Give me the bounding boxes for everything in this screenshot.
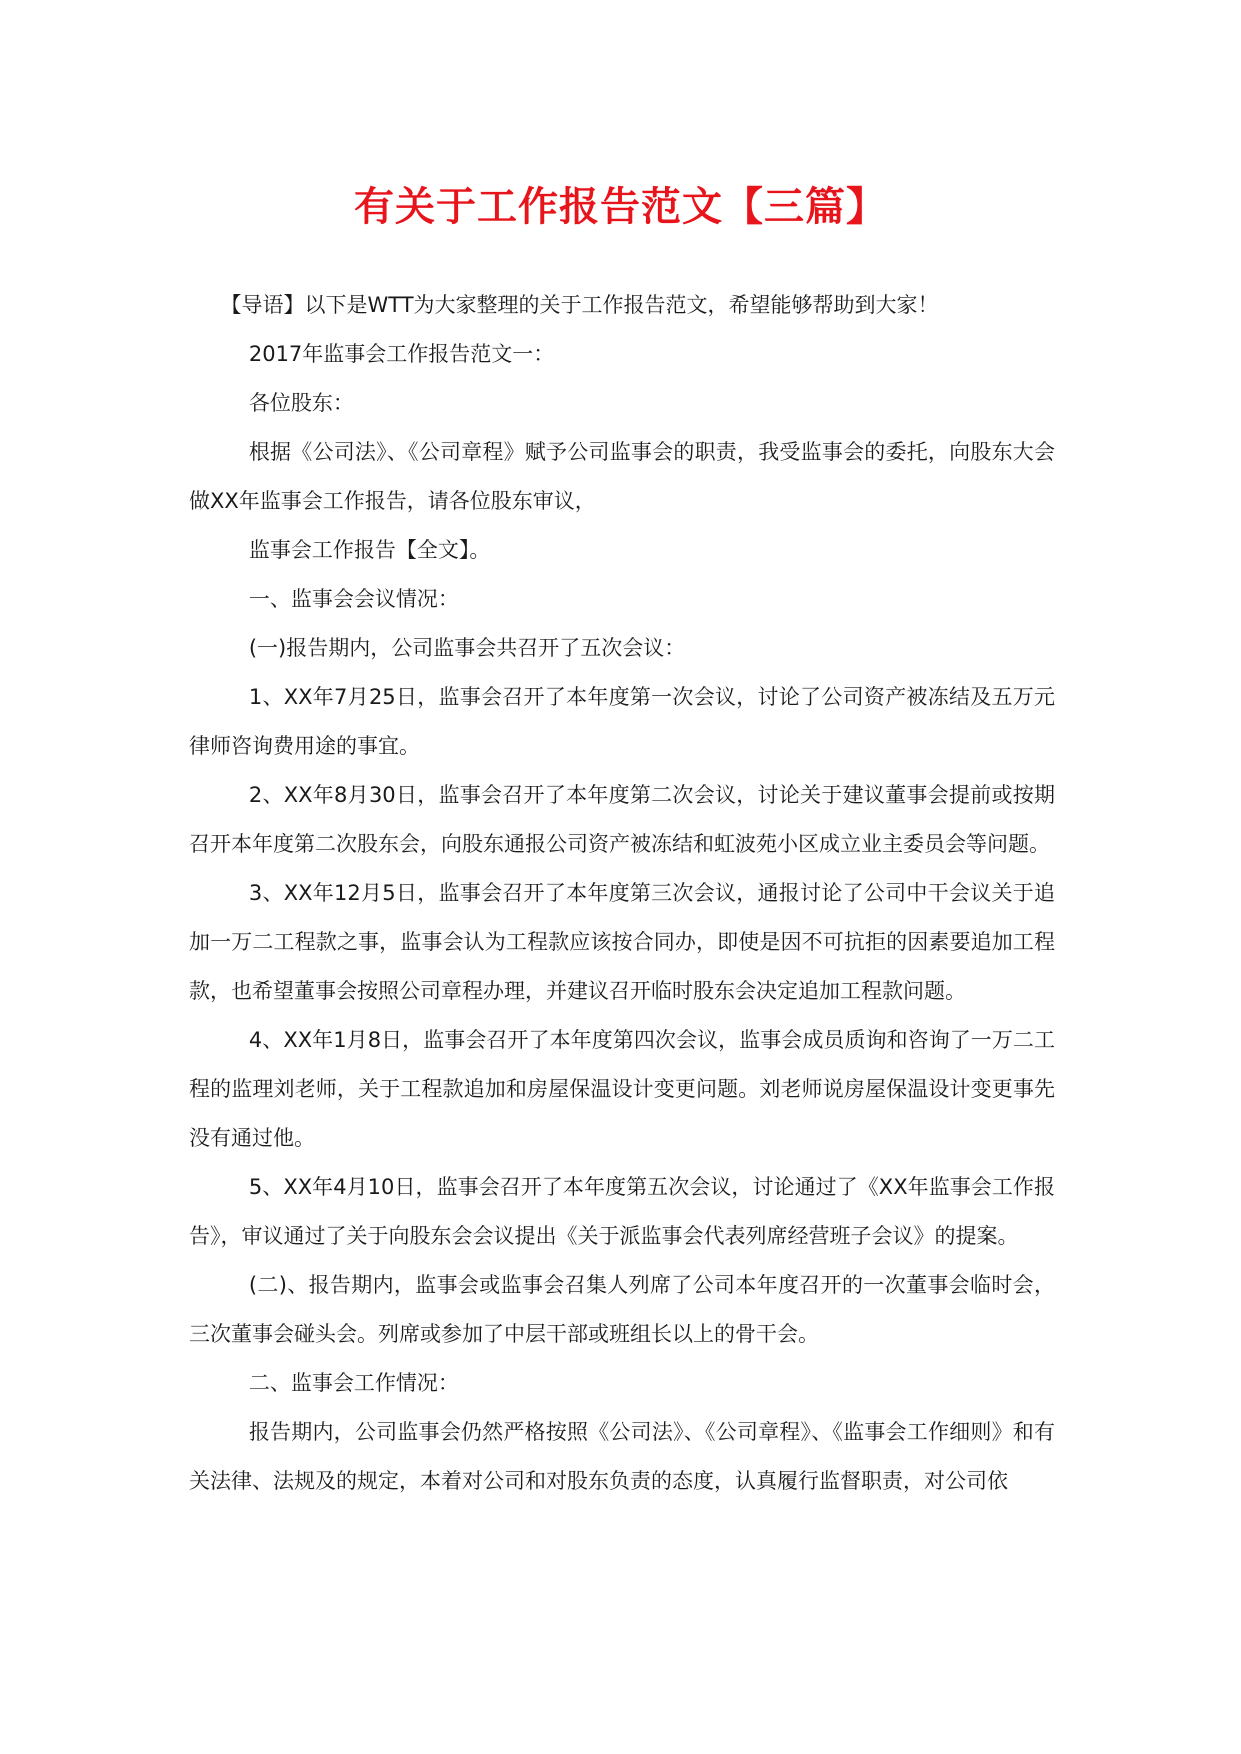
subsection-heading: 一、监事会会议情况： — [248, 587, 459, 611]
body-paragraph: (一)报告期内，公司监事会共召开了五次会议： — [248, 636, 686, 660]
meeting-item: 1、XX年7月25日，监事会召开了本年度第一次会议，讨论了公司资产被冻结及五万元律师咨询费用途的事宜。 — [189, 685, 1055, 758]
meeting-item: 5、XX年4月10日，监事会召开了本年度第五次会议，讨论通过了《XX年监事会工作报告》，审议通过了关于向股东会会议提出《关于派监事会代表列席经营班子会议》的提案。 — [189, 1175, 1055, 1248]
salutation: 各位股东： — [248, 391, 354, 415]
document-body — [189, 281, 1055, 1506]
body-paragraph: (二)、报告期内，监事会或监事会召集人列席了公司本年度召开的一次董事会临时会，三次董事会碰头会。列席或参加了中层干部或班组长以上的骨干会。 — [189, 1273, 1055, 1346]
subsection-heading: 二、监事会工作情况： — [248, 1371, 459, 1395]
body-paragraph: 报告期内，公司监事会仍然严格按照《公司法》、《公司章程》、《监事会工作细则》和有关法律、法规及的规定，本着对公司和对股东负责的态度，认真履行监督职责，对公司依 — [189, 1420, 1055, 1493]
intro-paragraph: 【导语】以下是WTT为大家整理的关于工作报告范文，希望能够帮助到大家！ — [220, 293, 939, 317]
body-paragraph: 根据《公司法》、《公司章程》赋予公司监事会的职责，我受监事会的委托，向股东大会做XX年监事会工作报告，请各位股东审议， — [189, 440, 1055, 513]
document-title: 有关于工作报告范文【三篇】 — [354, 182, 887, 230]
meeting-item: 4、XX年1月8日，监事会召开了本年度第四次会议，监事会成员质询和咨询了一万二工程的监理刘老师，关于工程款追加和房屋保温设计变更问题。刘老师说房屋保温设计变更事先没有通过他。 — [189, 1028, 1055, 1150]
meeting-item: 2、XX年8月30日，监事会召开了本年度第二次会议，讨论关于建议董事会提前或按期召开本年度第二次股东会，向股东通报公司资产被冻结和虹波苑小区成立业主委员会等问题。 — [189, 783, 1055, 856]
body-paragraph: 监事会工作报告【全文】。 — [248, 538, 491, 562]
section-heading: 2017年监事会工作报告范文一： — [248, 342, 555, 366]
meeting-item: 3、XX年12月5日，监事会召开了本年度第三次会议，通报讨论了公司中干会议关于追加一万二工程款之事，监事会认为工程款应该按合同办，即使是因不可抗拒的因素要追加工程款，也希望董事会按照公司章程办理，并建议召开临时股东会决定追加工程款问题。 — [189, 881, 1055, 1003]
